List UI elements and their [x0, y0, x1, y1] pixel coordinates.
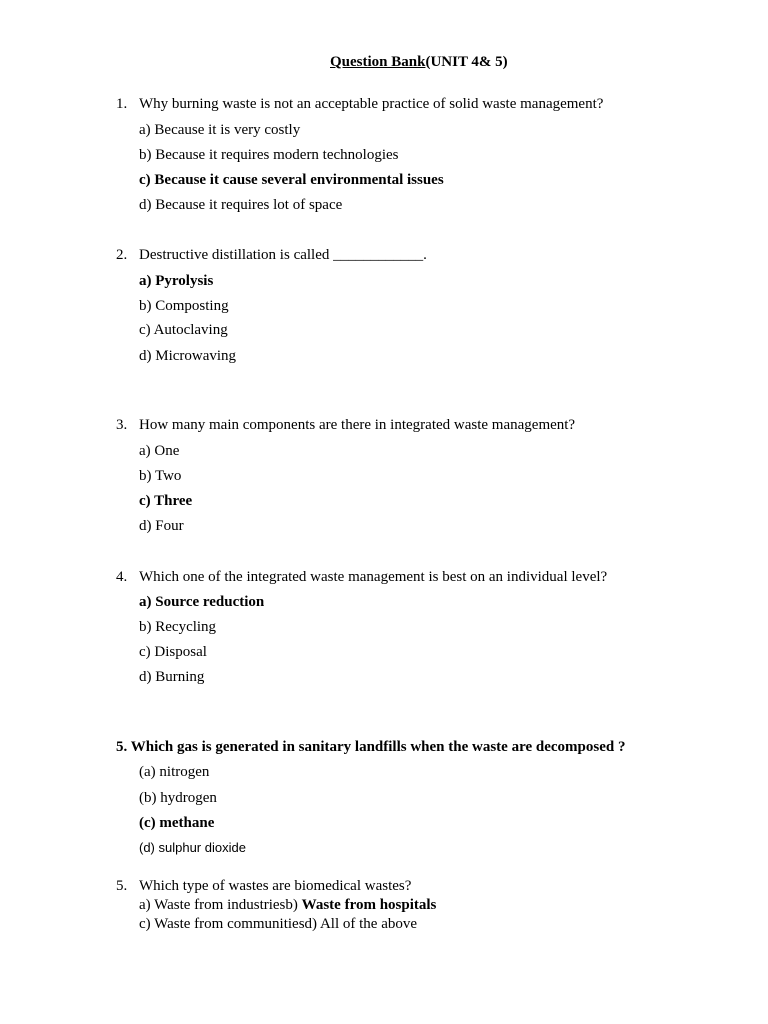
question-4-option-a-answer: a) Source reduction — [139, 594, 265, 610]
question-2-option-a-answer: a) Pyrolysis — [139, 273, 214, 289]
question-4-option-c: c) Disposal — [139, 644, 207, 660]
question-5-option-b: (b) hydrogen — [139, 790, 217, 806]
question-1-text: Why burning waste is not an acceptable practice of solid waste management? — [139, 96, 604, 112]
question-6-options-line-2: c) Waste from communitiesd) All of the above — [139, 916, 418, 932]
question-2-option-b: b) Composting — [139, 298, 229, 314]
question-6-options-a-b: a) Waste from industriesb) — [139, 897, 302, 913]
question-1-option-b: b) Because it requires modern technologies — [139, 147, 399, 163]
question-1-option-c-answer: c) Because it cause several environmental issues — [139, 172, 444, 188]
question-2-option-d: d) Microwaving — [139, 348, 237, 364]
question-1-option-a: a) Because it is very costly — [139, 122, 301, 138]
question-3-option-d: d) Four — [139, 518, 184, 534]
question-6-number: 5. — [116, 878, 128, 894]
question-6-text: Which type of wastes are biomedical wastes? — [139, 878, 412, 894]
question-5-number: 5. — [116, 739, 128, 755]
question-1-number: 1. — [116, 96, 128, 112]
question-4-number: 4. — [116, 569, 128, 585]
question-3-option-b: b) Two — [139, 468, 182, 484]
title-rest: (UNIT 4& 5) — [425, 54, 508, 70]
question-2-number: 2. — [116, 247, 128, 263]
question-5-text: Which gas is generated in sanitary landfills when the waste are decomposed ? — [130, 739, 626, 755]
question-5-option-d: (d) sulphur dioxide — [139, 840, 246, 855]
question-4-text: Which one of the integrated waste management is best on an individual level? — [139, 569, 608, 585]
question-3-option-c-answer: c) Three — [139, 493, 193, 509]
question-4-option-d: d) Burning — [139, 669, 205, 685]
question-6-option-b-answer: Waste from hospitals — [301, 897, 437, 913]
question-2-option-c: c) Autoclaving — [139, 322, 228, 338]
question-3-number: 3. — [116, 417, 128, 433]
title-underlined: Question Bank — [330, 54, 426, 70]
question-4-option-b: b) Recycling — [139, 619, 217, 635]
question-3-text: How many main components are there in integrated waste management? — [139, 417, 576, 433]
question-5-option-a: (a) nitrogen — [139, 764, 210, 780]
question-5-heading — [116, 738, 625, 756]
question-2-text: Destructive distillation is called ____________. — [139, 247, 427, 263]
question-6-options-line-1 — [139, 896, 436, 914]
question-1-option-d: d) Because it requires lot of space — [139, 197, 343, 213]
page-title — [330, 53, 508, 71]
question-5-option-c-answer: (c) methane — [139, 815, 215, 831]
question-3-option-a: a) One — [139, 443, 180, 459]
